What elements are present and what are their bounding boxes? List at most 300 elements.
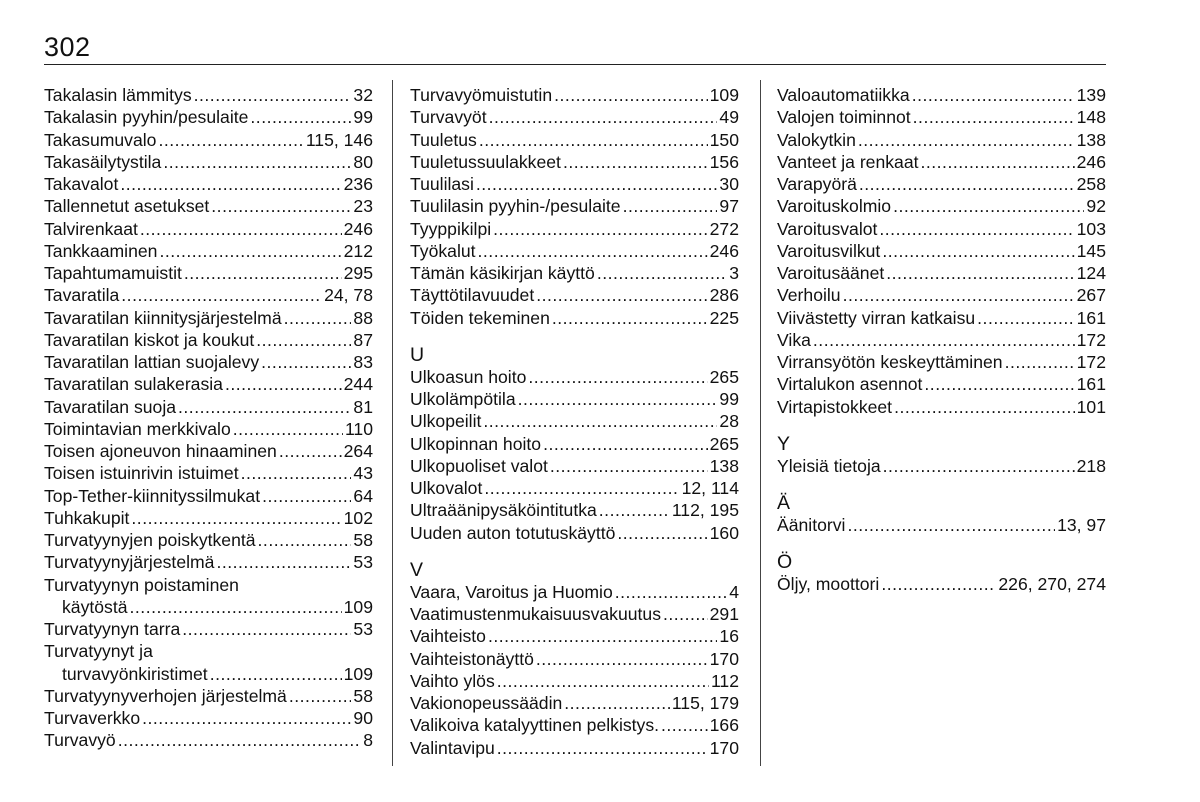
index-term: Turvatyynyverhojen järjestelmä (44, 685, 287, 706)
index-entry (777, 396, 1106, 418)
index-page-ref: 246 (1076, 151, 1106, 172)
index-term: Tuhkakupit (44, 507, 130, 528)
index-term: Tapahtumamuistit (44, 263, 182, 283)
index-term: Varapyörä (777, 174, 857, 194)
index-page-ref: 295 (343, 263, 373, 283)
index-page-ref: 258 (1076, 174, 1106, 194)
index-entry (44, 685, 373, 707)
index-term: Vaatimustenmukaisuusvakuutus (410, 604, 662, 624)
index-entry (410, 670, 739, 692)
index-term: Turvavyö (44, 730, 116, 751)
index-entry (44, 151, 373, 173)
index-entry (44, 307, 373, 329)
index-term: Vaihteisto (410, 626, 486, 647)
index-page-ref: 87 (353, 329, 373, 350)
leader-dots (130, 596, 342, 618)
leader-dots (256, 329, 351, 351)
index-page-ref: 148 (1076, 107, 1106, 128)
index-term: Uuden auton totutuskäyttö (410, 522, 616, 543)
index-page-ref: 291 (709, 604, 739, 624)
leader-dots (489, 106, 718, 128)
index-page-ref: 161 (1076, 307, 1106, 328)
index-entry-multiline (44, 574, 373, 619)
index-page-ref: 246 (343, 218, 373, 239)
leader-dots (158, 129, 303, 151)
index-page-ref: 170 (709, 648, 739, 669)
leader-dots (550, 455, 708, 477)
index-term: Turvatyynyn tarra (44, 619, 181, 639)
leader-dots (142, 707, 351, 729)
index-term: Ulkopuoliset valot (410, 455, 548, 476)
index-term: Valoautomatiikka (777, 85, 910, 105)
index-term: Takalasin lämmitys (44, 85, 192, 105)
leader-dots (518, 388, 718, 410)
index-page-ref: 109 (343, 596, 373, 617)
index-term: Toisen istuinrivin istuimet (44, 463, 239, 484)
leader-dots (279, 440, 342, 462)
section-heading (777, 493, 1106, 514)
index-page-ref: 161 (1076, 374, 1106, 395)
index-page-ref: 58 (353, 530, 373, 550)
index-term: Turvavyömuistutin (410, 85, 553, 105)
index-term: Toisen ajoneuvon hinaaminen (44, 441, 277, 461)
index-page-ref: 12, 114 (681, 478, 739, 498)
index-page-ref: 4 (729, 581, 739, 602)
index-term: Ulkopeilit (410, 411, 482, 432)
index-term-line1: Turvatyynyn poistaminen (44, 574, 239, 595)
index-entry (410, 603, 739, 625)
index-entry (44, 84, 373, 106)
index-page-ref: 81 (353, 396, 373, 417)
leader-dots (617, 522, 707, 544)
index-term: Talvirenkaat (44, 218, 138, 239)
index-term: Valokytkin (777, 129, 856, 150)
index-entry (410, 692, 739, 714)
index-page-ref: 23 (353, 196, 373, 217)
leader-dots (623, 195, 718, 217)
index-entry (777, 351, 1106, 373)
index-page-ref: 53 (353, 619, 373, 639)
index-page-ref: 64 (353, 485, 373, 506)
index-page-ref: 88 (353, 307, 373, 328)
leader-dots (843, 284, 1075, 306)
index-term: käytöstä (62, 596, 128, 617)
index-entry (44, 195, 373, 217)
page-number: 302 (44, 32, 91, 62)
index-page-ref: 236 (343, 174, 373, 194)
column-divider (392, 80, 393, 766)
index-term: Vaara, Varoitus ja Huomio (410, 581, 613, 602)
index-page-ref: 32 (353, 85, 373, 105)
index-page-ref: 264 (343, 441, 373, 461)
leader-dots (924, 373, 1074, 395)
index-term: Top-Tether-kiinnityssilmukat (44, 485, 261, 506)
index-entry (44, 129, 373, 151)
index-page-ref: 13, 97 (1057, 515, 1106, 535)
index-entry (777, 455, 1106, 477)
index-page-ref: 138 (709, 455, 739, 476)
index-term: Vaihto ylös (410, 670, 495, 691)
index-entry (44, 396, 373, 418)
index-entry (44, 373, 373, 395)
index-entry (44, 218, 373, 240)
index-entry (410, 151, 739, 173)
leader-dots (883, 455, 1075, 477)
index-term: Virtalukon asennot (777, 374, 923, 395)
index-page-ref: 16 (719, 626, 739, 647)
leader-dots (194, 84, 352, 106)
index-page-ref: 244 (343, 374, 373, 395)
index-entry (410, 307, 739, 329)
leader-dots (497, 670, 709, 692)
index-entry (410, 625, 739, 647)
index-entry (44, 284, 373, 306)
index-term: Ulkopinnan hoito (410, 433, 542, 454)
index-term: Turvaverkko (44, 708, 141, 728)
index-entry (777, 307, 1106, 329)
leader-dots (882, 240, 1074, 262)
index-entry-continuation (44, 596, 373, 618)
index-page-ref: 24, 78 (324, 285, 373, 306)
leader-dots (488, 625, 717, 647)
leader-dots (241, 462, 352, 484)
index-entry (410, 522, 739, 544)
index-entry (777, 195, 1106, 217)
index-term: Turvatyynyjen poiskytkentä (44, 530, 256, 550)
index-column-3 (777, 84, 1106, 596)
index-page-ref: 58 (353, 685, 373, 706)
index-page-ref: 30 (719, 174, 739, 194)
index-term: Öljy, moottori (777, 574, 880, 595)
leader-dots (225, 373, 342, 395)
leader-dots (284, 307, 352, 329)
leader-dots (216, 551, 351, 573)
leader-dots (859, 173, 1075, 195)
index-entry (410, 129, 739, 151)
index-entry (777, 329, 1106, 351)
index-term: Varoitusvalot (777, 218, 878, 239)
index-term: Varoitusvilkut (777, 240, 881, 261)
leader-dots (536, 648, 708, 670)
leader-dots (250, 106, 351, 128)
index-page-ref: 109 (709, 85, 739, 105)
index-entry (44, 106, 373, 128)
index-entry (410, 477, 739, 499)
index-entry-multiline (44, 640, 373, 685)
index-term: Valojen toiminnot (777, 107, 911, 128)
index-entry (777, 129, 1106, 151)
index-page-ref: 226, 270, 274 (998, 574, 1106, 595)
index-page-ref: 43 (353, 463, 373, 484)
index-entry (44, 529, 373, 551)
leader-dots (479, 129, 708, 151)
index-entry (777, 151, 1106, 173)
index-term: Tyyppikilpi (410, 218, 492, 239)
leader-dots (563, 151, 708, 173)
index-term: Yleisiä tietoja (777, 455, 881, 476)
index-term: Työkalut (410, 240, 476, 261)
leader-dots (858, 129, 1075, 151)
index-term: Takasäilytystila (44, 151, 162, 172)
leader-dots (528, 366, 707, 388)
index-page-ref: 49 (719, 107, 739, 128)
index-entry (410, 173, 739, 195)
index-page-ref: 92 (1086, 196, 1106, 217)
index-term: Töiden tekeminen (410, 307, 550, 328)
index-term: Varoitusäänet (777, 263, 885, 283)
index-page-ref: 8 (363, 730, 373, 751)
index-term: Verhoilu (777, 285, 841, 306)
index-term: Tavaratilan lattian suojalevy (44, 352, 260, 372)
leader-dots (536, 284, 707, 306)
index-page-ref: 265 (709, 366, 739, 387)
section-letter: V (410, 558, 424, 581)
index-term: Tallennetut asetukset (44, 196, 210, 217)
index-page-ref: 109 (343, 663, 373, 684)
section-letter: Y (777, 432, 791, 455)
leader-dots (894, 396, 1075, 418)
leader-dots (163, 151, 351, 173)
leader-dots (661, 714, 708, 736)
index-entry (410, 499, 739, 521)
index-page-ref: 212 (343, 240, 373, 261)
leader-dots (182, 618, 351, 640)
leader-dots (552, 307, 708, 329)
index-entry (777, 240, 1106, 262)
index-entry (777, 284, 1106, 306)
leader-dots (893, 195, 1084, 217)
index-page-ref: 246 (709, 240, 739, 261)
index-entry (44, 618, 373, 640)
leader-dots (881, 573, 996, 595)
leader-dots (912, 84, 1075, 106)
index-term: Takalasin pyyhin/pesulaite (44, 107, 249, 128)
index-entry (777, 173, 1106, 195)
header-rule (44, 64, 1106, 65)
index-term: Tankkaaminen (44, 240, 158, 261)
index-term: Tuulilasi (410, 174, 474, 194)
index-page-ref: 53 (353, 552, 373, 573)
index-entry (44, 351, 373, 373)
index-page-ref: 172 (1076, 352, 1106, 372)
index-entry (410, 262, 739, 284)
index-page-ref: 115, 179 (671, 693, 739, 713)
index-entry (410, 366, 739, 388)
leader-dots (131, 507, 341, 529)
index-entry (410, 388, 739, 410)
leader-dots (210, 663, 342, 685)
index-term: Ultraäänipysäköintitutka (410, 500, 597, 521)
section-letter: Ö (777, 551, 793, 574)
index-page-ref: 112 (710, 670, 739, 691)
section-heading (410, 345, 739, 366)
index-entry (44, 462, 373, 484)
leader-dots (476, 173, 718, 195)
index-entry (410, 433, 739, 455)
index-column-2 (410, 84, 739, 759)
index-page-ref: 102 (343, 507, 373, 528)
index-term: Takavalot (44, 174, 119, 194)
leader-dots (484, 477, 679, 499)
leader-dots (615, 581, 727, 603)
index-entry (777, 373, 1106, 395)
index-page-ref: 80 (353, 151, 373, 172)
index-term: Valintavipu (410, 737, 495, 758)
section-letter: U (410, 343, 425, 366)
leader-dots (921, 151, 1075, 173)
index-entry (44, 729, 373, 751)
index-term: Turvavyöt (410, 107, 487, 128)
index-term: Tavaratilan suoja (44, 396, 177, 417)
index-page-ref: 160 (709, 522, 739, 543)
leader-dots (597, 262, 727, 284)
index-term: Tuuletussuulakkeet (410, 151, 561, 172)
index-term: Takasumuvalo (44, 129, 157, 150)
leader-dots (543, 433, 708, 455)
index-term: Äänitorvi (777, 515, 846, 535)
leader-dots (554, 84, 708, 106)
section-heading (410, 560, 739, 581)
section-heading (777, 552, 1106, 573)
index-page-ref: 272 (709, 218, 739, 239)
index-term: Tavaratila (44, 285, 120, 306)
index-term: Tavaratilan sulakerasia (44, 374, 223, 395)
index-page-ref: 83 (353, 352, 373, 372)
index-entry (777, 106, 1106, 128)
leader-dots (159, 240, 341, 262)
leader-dots (233, 418, 343, 440)
index-entry (410, 581, 739, 603)
index-term: Tämän käsikirjan käyttö (410, 263, 595, 283)
index-term-line1: Turvatyynyt ja (44, 641, 153, 662)
leader-dots (120, 173, 341, 195)
index-term: Tavaratilan kiinnitysjärjestelmä (44, 307, 282, 328)
leader-dots (886, 262, 1074, 284)
index-entry (777, 573, 1106, 595)
index-entry (410, 84, 739, 106)
index-term: Vika (777, 329, 811, 350)
index-entry (410, 737, 739, 759)
leader-dots (497, 737, 708, 759)
index-page-ref: 90 (353, 708, 373, 728)
index-term: Täyttötilavuudet (410, 285, 535, 306)
index-term: Virtapistokkeet (777, 396, 893, 417)
index-page-ref: 156 (709, 151, 739, 172)
index-page-ref: 28 (719, 411, 739, 432)
index-page-ref: 139 (1076, 85, 1106, 105)
leader-dots (211, 195, 351, 217)
index-term: Varoituskolmio (777, 196, 892, 217)
section-letter: Ä (777, 492, 791, 514)
index-entry (44, 551, 373, 573)
column-divider (760, 80, 761, 766)
index-term: Ulkoasun hoito (410, 366, 527, 387)
index-term: Vakionopeussäädin (410, 693, 563, 713)
index-entry (44, 262, 373, 284)
index-page-ref: 97 (719, 196, 739, 217)
leader-dots (663, 603, 708, 625)
leader-dots (121, 284, 322, 306)
index-term: Viivästetty virran katkaisu (777, 307, 976, 328)
leader-dots (483, 410, 717, 432)
index-entry (44, 418, 373, 440)
leader-dots (478, 240, 708, 262)
leader-dots (599, 499, 670, 521)
leader-dots (140, 218, 342, 240)
index-entry (410, 714, 739, 736)
leader-dots (564, 692, 670, 714)
index-term: Virransyötön keskeyttäminen (777, 352, 1003, 372)
index-page-ref: 218 (1076, 455, 1106, 476)
index-entry (44, 707, 373, 729)
index-entry (44, 173, 373, 195)
index-page-ref: 99 (719, 389, 739, 409)
index-page-ref: 170 (709, 737, 739, 758)
index-page-ref: 138 (1076, 129, 1106, 150)
index-page-ref: 115, 146 (305, 129, 373, 150)
leader-dots (813, 329, 1075, 351)
index-term: Vaihteistonäyttö (410, 648, 534, 669)
index-entry (410, 240, 739, 262)
index-page-ref: 267 (1076, 285, 1106, 306)
index-entry (410, 648, 739, 670)
index-entry (777, 218, 1106, 240)
index-entry (777, 84, 1106, 106)
index-page-ref: 103 (1076, 218, 1106, 239)
leader-dots (913, 106, 1075, 128)
index-page-ref: 3 (729, 263, 739, 283)
index-entry (44, 507, 373, 529)
index-term: Toimintavian merkkivalo (44, 418, 231, 439)
index-entry (44, 440, 373, 462)
index-page-ref: 150 (709, 129, 739, 150)
leader-dots (262, 485, 351, 507)
index-term: Ulkolämpötila (410, 389, 516, 409)
index-term: turvavyönkiristimet (62, 663, 208, 684)
index-entry (410, 218, 739, 240)
index-entry (777, 262, 1106, 284)
index-entry (410, 455, 739, 477)
index-term: Vanteet ja renkaat (777, 151, 919, 172)
index-entry (410, 410, 739, 432)
index-page-ref: 101 (1076, 396, 1106, 417)
leader-dots (493, 218, 707, 240)
leader-dots (118, 729, 362, 751)
index-term: Tuuletus (410, 129, 477, 150)
index-page-ref: 172 (1076, 329, 1106, 350)
index-page-ref: 286 (709, 285, 739, 306)
index-entry (777, 514, 1106, 536)
leader-dots (289, 685, 352, 707)
leader-dots (1005, 351, 1075, 373)
index-page-ref: 112, 195 (671, 500, 739, 521)
index-page-ref: 225 (709, 307, 739, 328)
leader-dots (977, 307, 1074, 329)
leader-dots (879, 218, 1074, 240)
index-page-ref: 110 (344, 418, 373, 439)
index-page-ref: 145 (1076, 240, 1106, 261)
index-term: Valikoiva katalyyttinen pelkistys. (410, 715, 660, 736)
leader-dots (258, 529, 352, 551)
index-entry (44, 329, 373, 351)
index-entry (410, 195, 739, 217)
leader-dots (847, 514, 1055, 536)
index-entry (410, 106, 739, 128)
index-term: Turvatyynyjärjestelmä (44, 552, 215, 573)
leader-dots (178, 396, 351, 418)
leader-dots (261, 351, 351, 373)
index-term: Tavaratilan kiskot ja koukut (44, 329, 255, 350)
